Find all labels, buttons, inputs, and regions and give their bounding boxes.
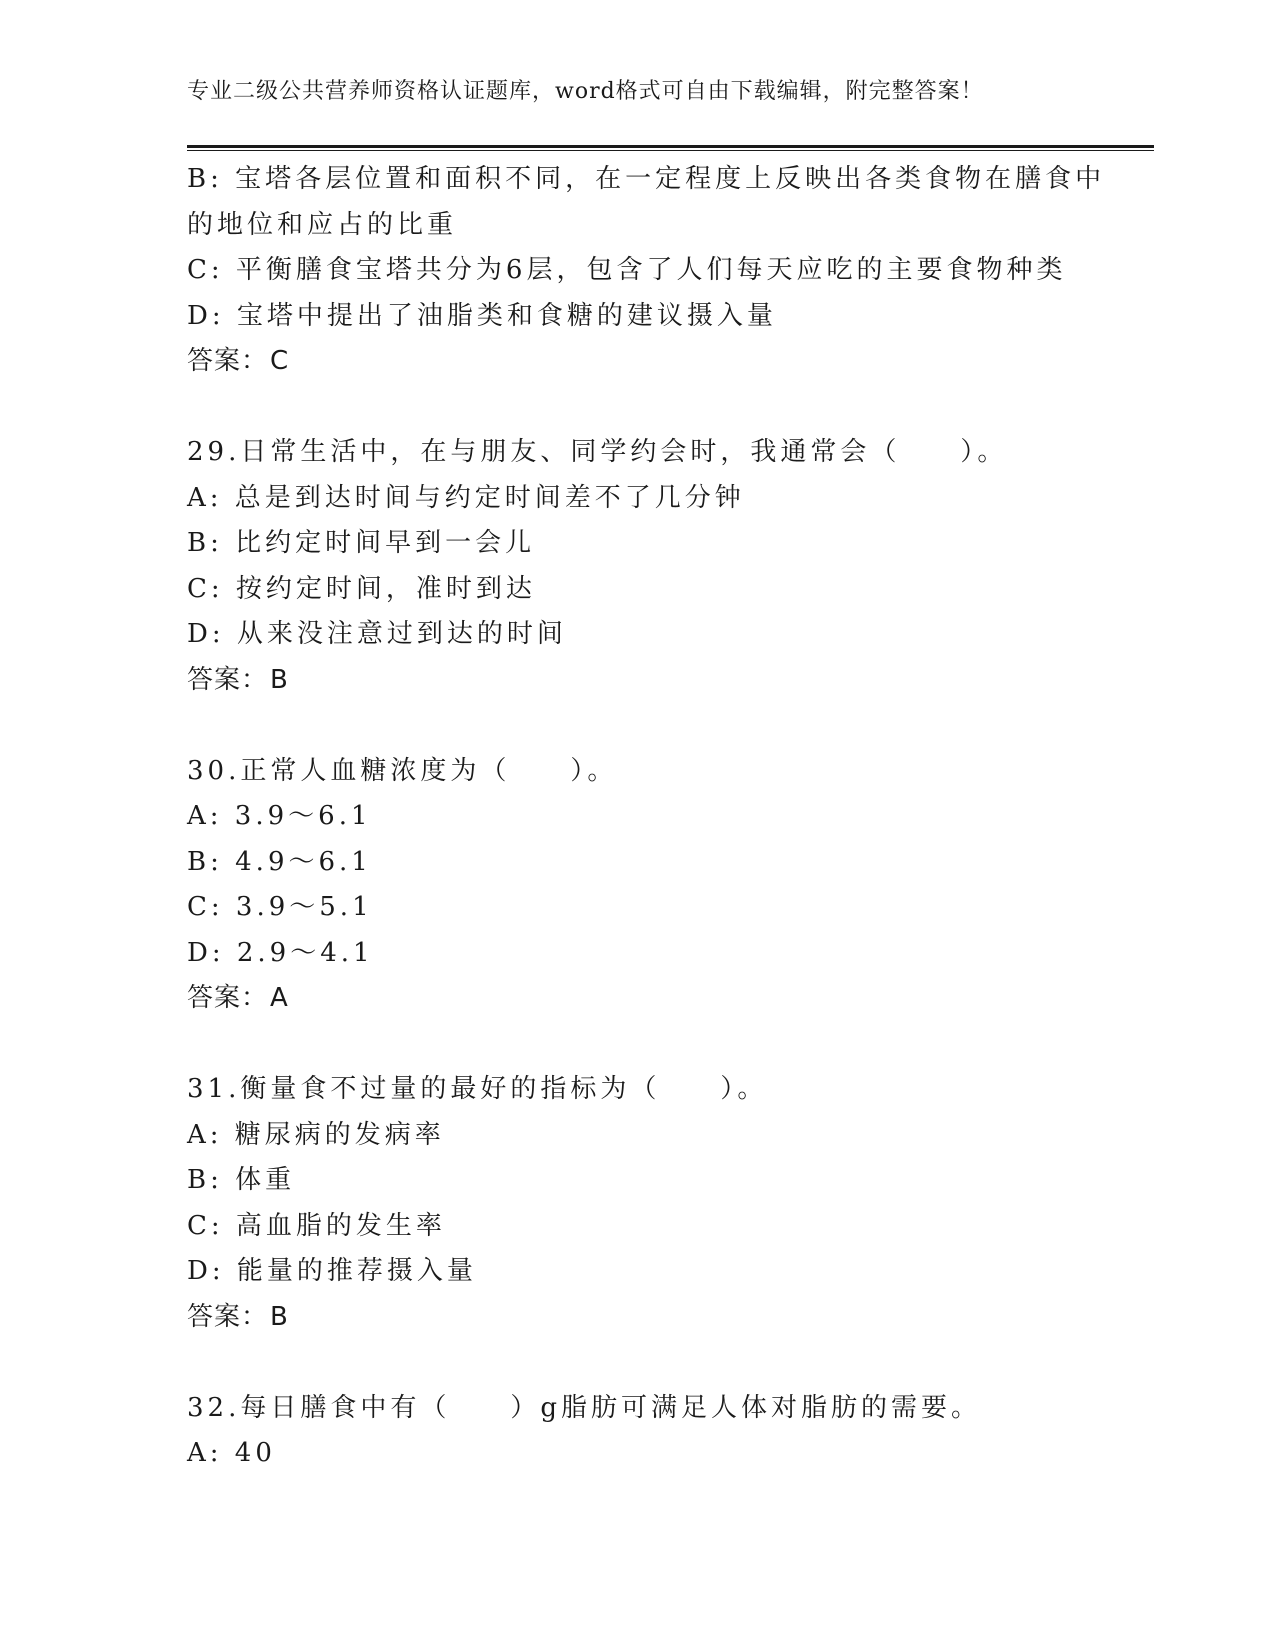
option-line: B: 体重	[187, 1165, 296, 1195]
option-line: B: 4.9～6.1	[187, 846, 372, 877]
question-stem: 29.日常生活中，在与朋友、同学约会时，我通常会（ ）。	[187, 437, 1008, 467]
question-stem: 32.每日膳食中有（ ）g脂肪可满足人体对脂肪的需要。	[187, 1392, 981, 1423]
option-line: D: 2.9～4.1	[187, 937, 374, 968]
document-body	[187, 157, 1147, 1477]
answer-line	[187, 1295, 1147, 1341]
header-rule-thick	[187, 145, 1154, 148]
page-header: 专业二级公共营养师资格认证题库，word格式可自由下载编辑，附完整答案！	[187, 79, 984, 104]
spacer	[187, 703, 1147, 749]
option-line: D: 从来没注意过到达的时间	[187, 619, 567, 649]
answer-value: C	[270, 346, 290, 376]
answer-line	[187, 658, 1147, 704]
option-line: A: 糖尿病的发病率	[187, 1119, 445, 1150]
spacer	[187, 385, 1147, 431]
option-line: C: 平衡膳食宝塔共分为6层，包含了人们每天应吃的主要食物种类	[187, 255, 1067, 285]
option-line: 的地位和应占的比重	[187, 209, 458, 240]
option-line: A: 总是到达时间与约定时间差不了几分钟	[187, 482, 745, 513]
answer-label: 答案：	[187, 1301, 269, 1332]
question-stem: 31.衡量食不过量的最好的指标为（ ）。	[187, 1074, 768, 1104]
option-line: B: 比约定时间早到一会儿	[187, 528, 536, 558]
option-line: C: 按约定时间，准时到达	[187, 573, 536, 604]
option-line: B: 宝塔各层位置和面积不同，在一定程度上反映出各类食物在膳食中	[187, 164, 1106, 194]
answer-value: A	[270, 983, 289, 1013]
question-stem: 30.正常人血糖浓度为（ ）。	[187, 755, 618, 786]
spacer	[187, 1340, 1147, 1386]
option-line: D: 宝塔中提出了油脂类和食糖的建议摄入量	[187, 300, 777, 331]
question-29	[187, 430, 1147, 703]
question-31	[187, 1067, 1147, 1340]
answer-label: 答案：	[187, 983, 269, 1013]
option-line: A: 3.9～6.1	[187, 801, 372, 831]
option-line: D: 能量的推荐摄入量	[187, 1256, 477, 1286]
answer-label: 答案：	[187, 346, 269, 376]
answer-line	[187, 976, 1147, 1022]
question-28-continuation	[187, 157, 1147, 385]
answer-value: B	[270, 1301, 289, 1332]
answer-line	[187, 339, 1147, 385]
option-line: C: 3.9～5.1	[187, 892, 373, 922]
spacer	[187, 1022, 1147, 1068]
option-line: C: 高血脂的发生率	[187, 1210, 446, 1241]
answer-label: 答案：	[187, 664, 269, 695]
header-rule-thin	[187, 150, 1154, 151]
option-line: A: 40	[187, 1438, 276, 1468]
question-30	[187, 749, 1147, 1022]
answer-value: B	[270, 664, 289, 695]
question-32	[187, 1386, 1147, 1477]
